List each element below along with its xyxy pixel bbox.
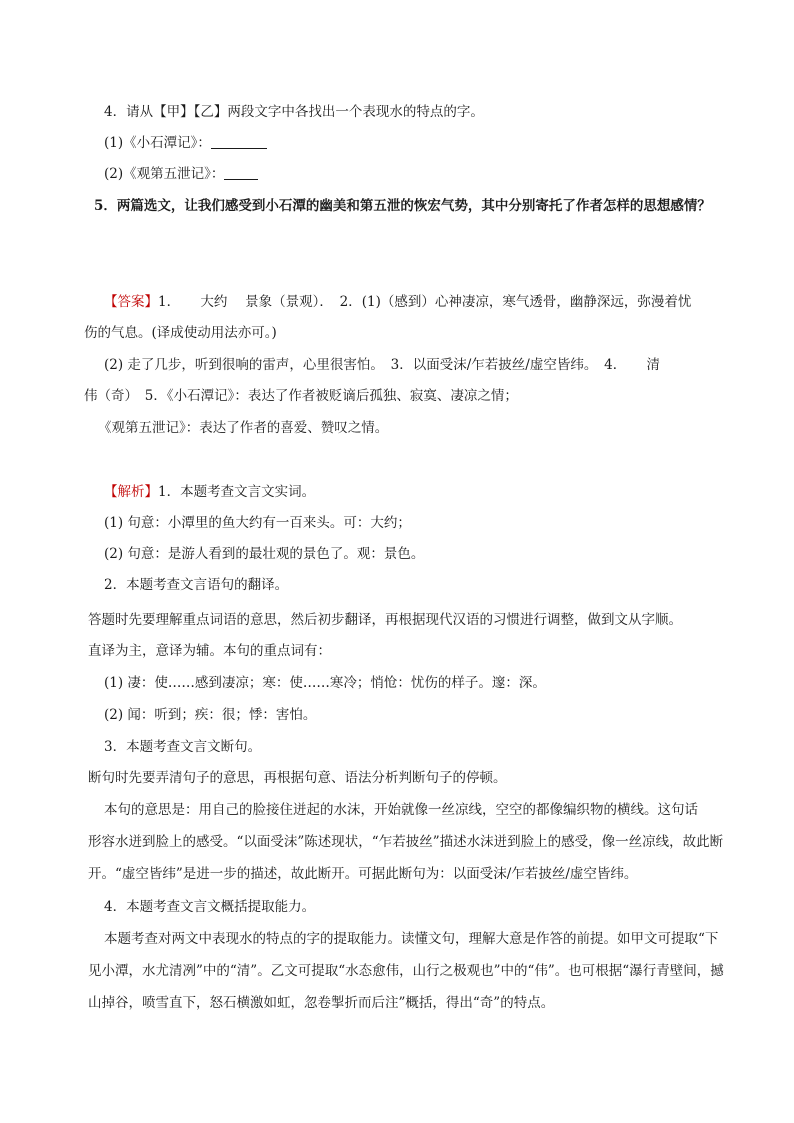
analysis-line-7: (1) 凄：使……感到凄凉；寒：使……寒冷；悄怆：忧伤的样子。邃：深。 — [104, 675, 546, 691]
answer-line-1 — [104, 292, 736, 312]
question-4-part-1-text: (1)《小石潭记》： — [104, 135, 211, 151]
analysis-line-2: (1) 句意：小潭里的鱼大约有一百来头。可：大约； — [104, 515, 411, 531]
analysis-line-4: 2．本题考查文言语句的翻译。 — [104, 577, 289, 593]
answer-line-2: 伤的气息。(译成使动用法亦可。) — [84, 325, 277, 341]
question-4-part-2-text: (2)《观第五泄记》： — [104, 166, 225, 182]
answer-blank — [211, 134, 267, 149]
question-5: 5．两篇选文，让我们感受到小石潭的幽美和第五泄的恢宏气势，其中分别寄托了作者怎样的思想感情？ — [94, 198, 711, 214]
answer-text: 1． 大约 景象（景观）． 2．(1)（感到）心神凄凉，寒气透骨，幽静深远，弥漫着忧 — [158, 294, 692, 310]
question-4-part-1 — [104, 133, 736, 153]
analysis-line-9: 3．本题考查文言文断句。 — [104, 739, 262, 755]
analysis-line-1 — [104, 482, 736, 502]
question-4-part-2 — [104, 164, 736, 184]
answer-blank — [224, 165, 258, 180]
analysis-line-16: 见小潭，水尤清冽”中的“清”。乙文可提取“水态愈伟，山行之极观也”中的“伟”。也可根据“瀑行青壁间，撼 — [88, 963, 724, 979]
answer-line-3: (2) 走了几步，听到很响的雷声，心里很害怕。 3．以面受沫/乍若披丝/虚空皆纬。 4． 清 — [104, 357, 660, 373]
analysis-line-11: 本句的意思是：用自己的脸接住迸起的水沫，开始就像一丝凉线，空空的都像编织物的横线。这句话 — [104, 802, 698, 818]
analysis-tag: 【解析】 — [104, 484, 158, 500]
analysis-line-3: (2) 句意：是游人看到的最壮观的景色了。观：景色。 — [104, 546, 425, 562]
analysis-line-6: 直译为主，意译为辅。本句的重点词有： — [88, 643, 331, 659]
question-4: 4．请从【甲】【乙】两段文字中各找出一个表现水的特点的字。 — [104, 104, 484, 120]
analysis-line-14: 4．本题考查文言文概括提取能力。 — [104, 899, 316, 915]
analysis-line-15: 本题考查对两文中表现水的特点的字的提取能力。读懂文句，理解大意是作答的前提。如甲文可提取“下 — [104, 931, 719, 947]
analysis-line-12: 形容水迸到脸上的感受。“以面受沫”陈述现状，“乍若披丝”描述水沫迸到脸上的感受，像一丝凉线，故此断 — [88, 834, 724, 850]
analysis-text: 1．本题考查文言文实词。 — [158, 484, 316, 500]
analysis-line-5: 答题时先要理解重点词语的意思，然后初步翻译，再根据现代汉语的习惯进行调整，做到文从字顺。 — [88, 612, 682, 628]
analysis-line-13: 开。“虚空皆纬”是进一步的描述，故此断开。可据此断句为：以面受沫/乍若披丝/虚空皆纬。 — [88, 866, 638, 882]
analysis-line-10: 断句时先要弄清句子的意思，再根据句意、语法分析判断句子的停顿。 — [88, 770, 507, 786]
analysis-line-17: 山掉谷，喷雪直下，怒石横激如虹，忽卷掣折而后注”概括，得出“奇”的特点。 — [88, 995, 555, 1011]
answer-tag: 【答案】 — [104, 294, 158, 310]
answer-line-4: 伟（奇） 5．《小石潭记》：表达了作者被贬谪后孤独、寂寞、凄凉之情； — [84, 388, 518, 404]
analysis-line-8: (2) 闻：听到；疾：很；悸：害怕。 — [104, 707, 317, 723]
answer-line-5: 《观第五泄记》：表达了作者的喜爱、赞叹之情。 — [98, 420, 389, 436]
